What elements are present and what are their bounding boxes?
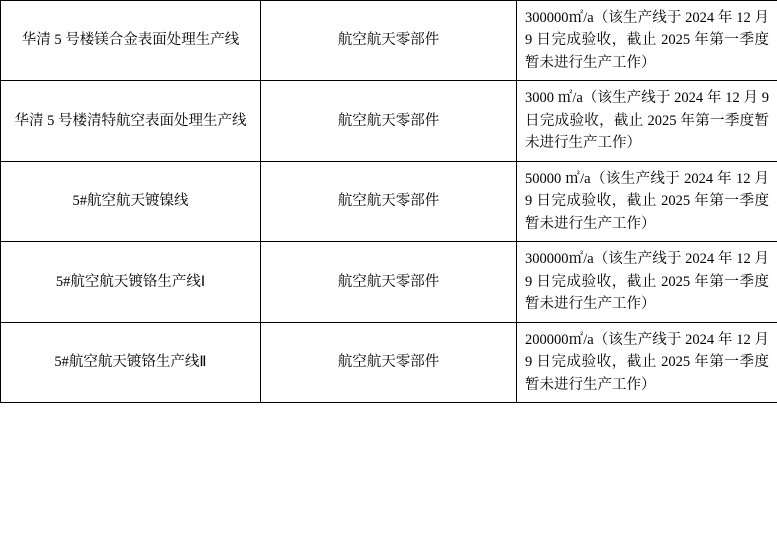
table-body	[1, 1, 777, 403]
capacity-value: 200000	[525, 331, 569, 348]
capacity-cell	[517, 81, 777, 161]
capacity-value: 3000	[525, 90, 554, 107]
production-line-name: 5#航空航天镀铬生产线Ⅱ	[1, 322, 261, 402]
capacity-text	[525, 87, 769, 154]
capacity-note: （该生产线于 2024 年 12 月 9 日完成验收，截止 2025 年第一季度暂未进行生产工作）	[525, 170, 770, 232]
capacity-value: 50000	[525, 170, 562, 187]
capacity-cell	[517, 322, 777, 402]
capacity-cell	[517, 1, 777, 81]
product-category: 航空航天零部件	[261, 81, 517, 161]
table-row	[1, 81, 777, 161]
table-row	[1, 322, 777, 402]
product-category: 航空航天零部件	[261, 161, 517, 241]
production-line-name: 5#航空航天镀铬生产线Ⅰ	[1, 242, 261, 322]
capacity-unit: ㎡/a	[568, 10, 594, 26]
capacity-value: 300000	[525, 251, 569, 268]
capacity-cell	[517, 242, 777, 322]
product-category: 航空航天零部件	[261, 242, 517, 322]
capacity-text	[525, 7, 769, 74]
capacity-text	[525, 168, 769, 235]
product-category: 航空航天零部件	[261, 322, 517, 402]
product-category: 航空航天零部件	[261, 1, 517, 81]
capacity-note: （该生产线于 2024 年 12 月 9 日完成验收，截止 2025 年第一季度暂未进行生产工作）	[525, 90, 770, 152]
capacity-text	[525, 329, 769, 396]
capacity-unit: ㎡/a	[568, 331, 594, 348]
capacity-note: （该生产线于 2024 年 12 月 9 日完成验收，截止 2025 年第一季度暂未进行生产工作）	[525, 251, 769, 313]
table-row	[1, 161, 777, 241]
capacity-text	[525, 248, 769, 315]
table-row	[1, 242, 777, 322]
production-line-name: 华清 5 号楼镁合金表面处理生产线	[1, 1, 261, 81]
production-line-name: 5#航空航天镀镍线	[1, 161, 261, 241]
capacity-cell	[517, 161, 777, 241]
capacity-value: 300000	[525, 10, 569, 26]
capacity-note: （该生产线于 2024 年 12 月 9 日完成验收，截止 2025 年第一季度暂未进行生产工作）	[525, 331, 769, 393]
capacity-unit: ㎡/a	[561, 170, 591, 187]
production-line-name: 华清 5 号楼清特航空表面处理生产线	[1, 81, 261, 161]
capacity-unit: ㎡/a	[568, 251, 594, 268]
capacity-note: （该生产线于 2024 年 12 月 9 日完成验收，截止 2025 年第一季度暂未进行生产工作）	[525, 10, 769, 71]
capacity-unit: ㎡/a	[554, 90, 583, 107]
table-row	[1, 1, 777, 81]
